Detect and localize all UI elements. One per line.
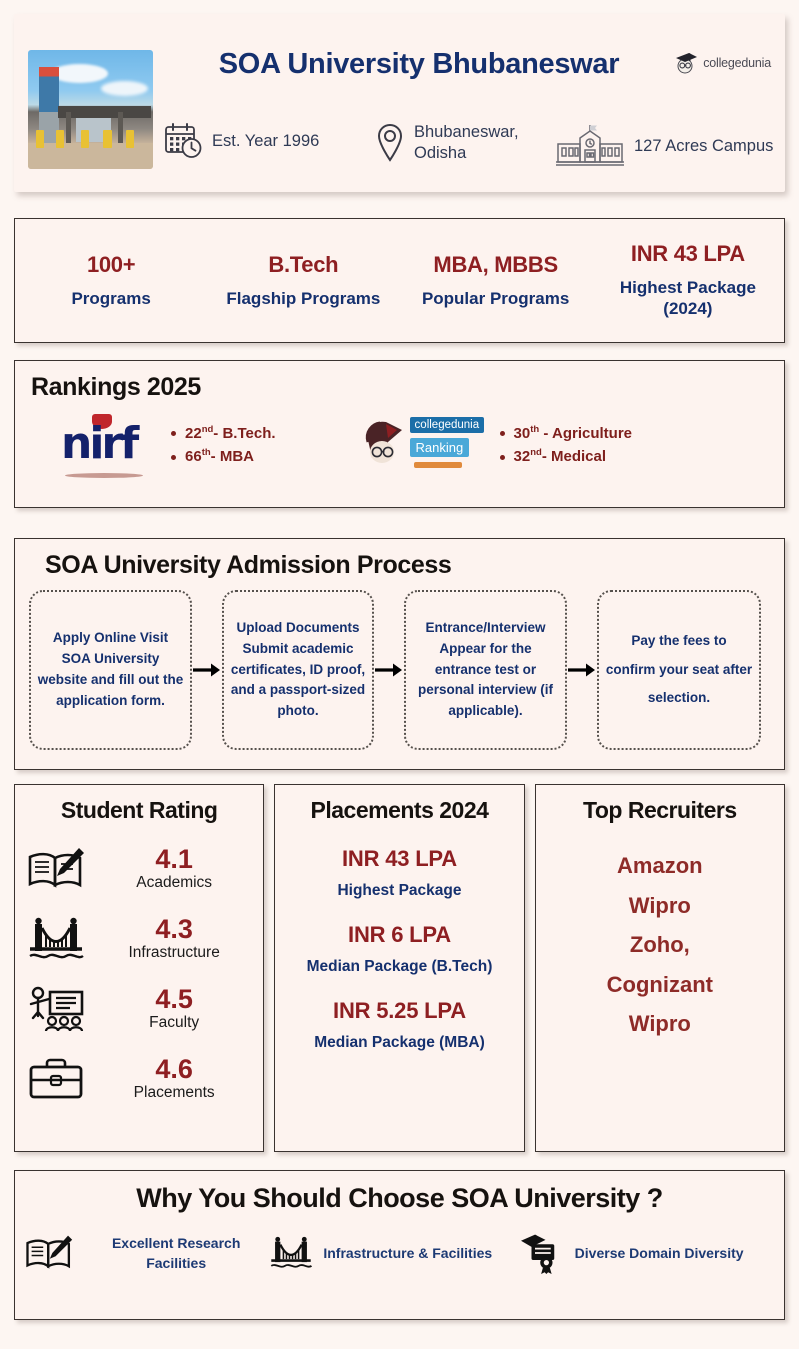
stat-label: Highest Package (2024) xyxy=(619,278,756,318)
placement-label: Highest Package xyxy=(337,882,462,899)
stat-value: INR 43 LPA xyxy=(630,241,745,267)
page-title: SOA University Bhubaneswar xyxy=(218,48,620,80)
admission-step-2: Upload Documents Submit academic certificates, ID proof, and a passport-sized photo. xyxy=(222,590,374,750)
rating-row-infrastructure xyxy=(25,904,253,974)
rating-label: Placements xyxy=(133,1084,215,1102)
established-text: Est. Year 1996 xyxy=(212,131,320,150)
stat-highest-package xyxy=(592,241,784,319)
top-recruiters-card xyxy=(535,784,785,1152)
collegedunia-badge: collegedunia xyxy=(410,417,485,433)
admission-flow xyxy=(29,590,770,750)
stat-label: Programs xyxy=(71,288,151,308)
why-item-text: Diverse Domain Diversity xyxy=(574,1244,744,1261)
orange-underline xyxy=(414,462,462,468)
brand-label: collegedunia xyxy=(703,56,771,70)
header-meta-row xyxy=(164,122,789,170)
why-item-infrastructure xyxy=(269,1234,518,1272)
rating-label: Academics xyxy=(136,874,213,892)
book-pencil-icon xyxy=(25,847,87,891)
admission-title: SOA University Admission Process xyxy=(45,551,452,579)
placement-label: Median Package (MBA) xyxy=(314,1034,485,1051)
placement-label: Median Package (B.Tech) xyxy=(306,958,493,975)
list-item: 32nd- Medical xyxy=(500,445,632,468)
rating-score: 4.1 xyxy=(155,843,193,874)
collegedunia-rank-list xyxy=(500,422,632,469)
rankings-section xyxy=(14,360,785,508)
campus-photo xyxy=(28,50,153,169)
collegedunia-ranking-logo xyxy=(364,414,482,476)
nirf-ranking-group xyxy=(61,414,276,476)
rating-score: 4.3 xyxy=(155,913,193,944)
placements-title: Placements 2024 xyxy=(310,797,489,823)
meta-established xyxy=(164,122,374,160)
degree-certificate-icon xyxy=(519,1232,565,1274)
stat-value: MBA, MBBS xyxy=(433,251,558,277)
rating-row-faculty xyxy=(25,974,253,1044)
nirf-logo-text: nirf xyxy=(61,418,137,469)
meta-campus-area xyxy=(554,122,789,170)
ranking-badge: Ranking xyxy=(410,438,470,457)
header-card xyxy=(14,14,785,192)
placement-median-mba xyxy=(285,998,513,1052)
rankings-title: Rankings 2025 xyxy=(31,373,201,401)
student-rating-title: Student Rating xyxy=(60,797,218,823)
why-choose-section xyxy=(14,1170,785,1320)
stat-label: Flagship Programs xyxy=(226,288,381,308)
list-item: Wipro xyxy=(628,1011,691,1037)
list-item: Wipro xyxy=(628,892,691,918)
rating-score: 4.5 xyxy=(155,983,193,1014)
why-item-text: Infrastructure & Facilities xyxy=(323,1244,493,1261)
stat-label: Popular Programs xyxy=(421,288,570,308)
rating-label: Infrastructure xyxy=(128,944,220,962)
placement-median-btech xyxy=(285,922,513,976)
list-item: Cognizant xyxy=(606,971,713,997)
meta-location xyxy=(374,122,554,164)
placements-card xyxy=(274,784,524,1152)
graduation-cap-face-icon xyxy=(673,52,699,74)
stat-popular xyxy=(400,252,592,310)
placement-highest xyxy=(285,846,513,900)
why-item-research xyxy=(25,1233,269,1274)
rating-row-placements xyxy=(25,1044,253,1114)
bridge-icon xyxy=(25,916,87,962)
admission-step-4: Pay the fees to confirm your seat after selection. xyxy=(597,590,761,750)
placement-amount: INR 43 LPA xyxy=(342,846,457,871)
admission-step-3: Entrance/Interview Appear for the entrance test or personal interview (if applicable). xyxy=(404,590,567,750)
collegedunia-logo xyxy=(673,52,771,74)
nirf-rank-list xyxy=(171,422,276,469)
list-item: 22nd- B.Tech. xyxy=(171,422,276,445)
book-pencil-icon xyxy=(25,1234,73,1272)
list-item: 66th- MBA xyxy=(171,445,276,468)
campus-area-text: 127 Acres Campus xyxy=(634,136,774,155)
stat-programs xyxy=(15,252,207,310)
why-item-text: Excellent Research Facilities xyxy=(111,1234,241,1271)
three-column-section xyxy=(14,784,785,1152)
location-text: Bhubaneswar, Odisha xyxy=(414,123,519,162)
rating-score: 4.6 xyxy=(155,1053,193,1084)
collegedunia-ranking-group xyxy=(364,414,632,476)
key-stats-strip xyxy=(14,218,785,343)
list-item: Zoho, xyxy=(629,932,690,958)
stat-flagship xyxy=(207,252,399,310)
rating-row-academics xyxy=(25,834,253,904)
briefcase-icon xyxy=(25,1057,87,1101)
admission-step-1: Apply Online Visit SOA University website and fill out the application form. xyxy=(29,590,192,750)
stat-value: B.Tech xyxy=(268,251,339,277)
list-item: Amazon xyxy=(617,853,703,878)
campus-building-icon xyxy=(554,122,626,170)
admission-process-section xyxy=(14,538,785,770)
teacher-classroom-icon xyxy=(25,986,87,1032)
rating-label: Faculty xyxy=(149,1014,200,1032)
arrow-right-icon xyxy=(374,662,404,678)
student-rating-card xyxy=(14,784,264,1152)
arrow-right-icon xyxy=(192,662,222,678)
list-item: 30th - Agriculture xyxy=(500,422,632,445)
location-pin-icon xyxy=(374,122,406,164)
nirf-logo-icon xyxy=(61,414,153,476)
recruiters-title: Top Recruiters xyxy=(583,797,737,823)
bridge-icon xyxy=(269,1234,313,1272)
stat-value: 100+ xyxy=(86,251,136,277)
why-choose-title: Why You Should Choose SOA University ? xyxy=(136,1183,663,1213)
mascot-face-icon xyxy=(364,418,406,470)
why-item-domain-diversity xyxy=(519,1232,774,1274)
placement-amount: INR 6 LPA xyxy=(348,922,451,947)
placement-amount: INR 5.25 LPA xyxy=(333,998,466,1023)
arrow-right-icon xyxy=(567,662,597,678)
calendar-clock-icon xyxy=(164,122,204,160)
